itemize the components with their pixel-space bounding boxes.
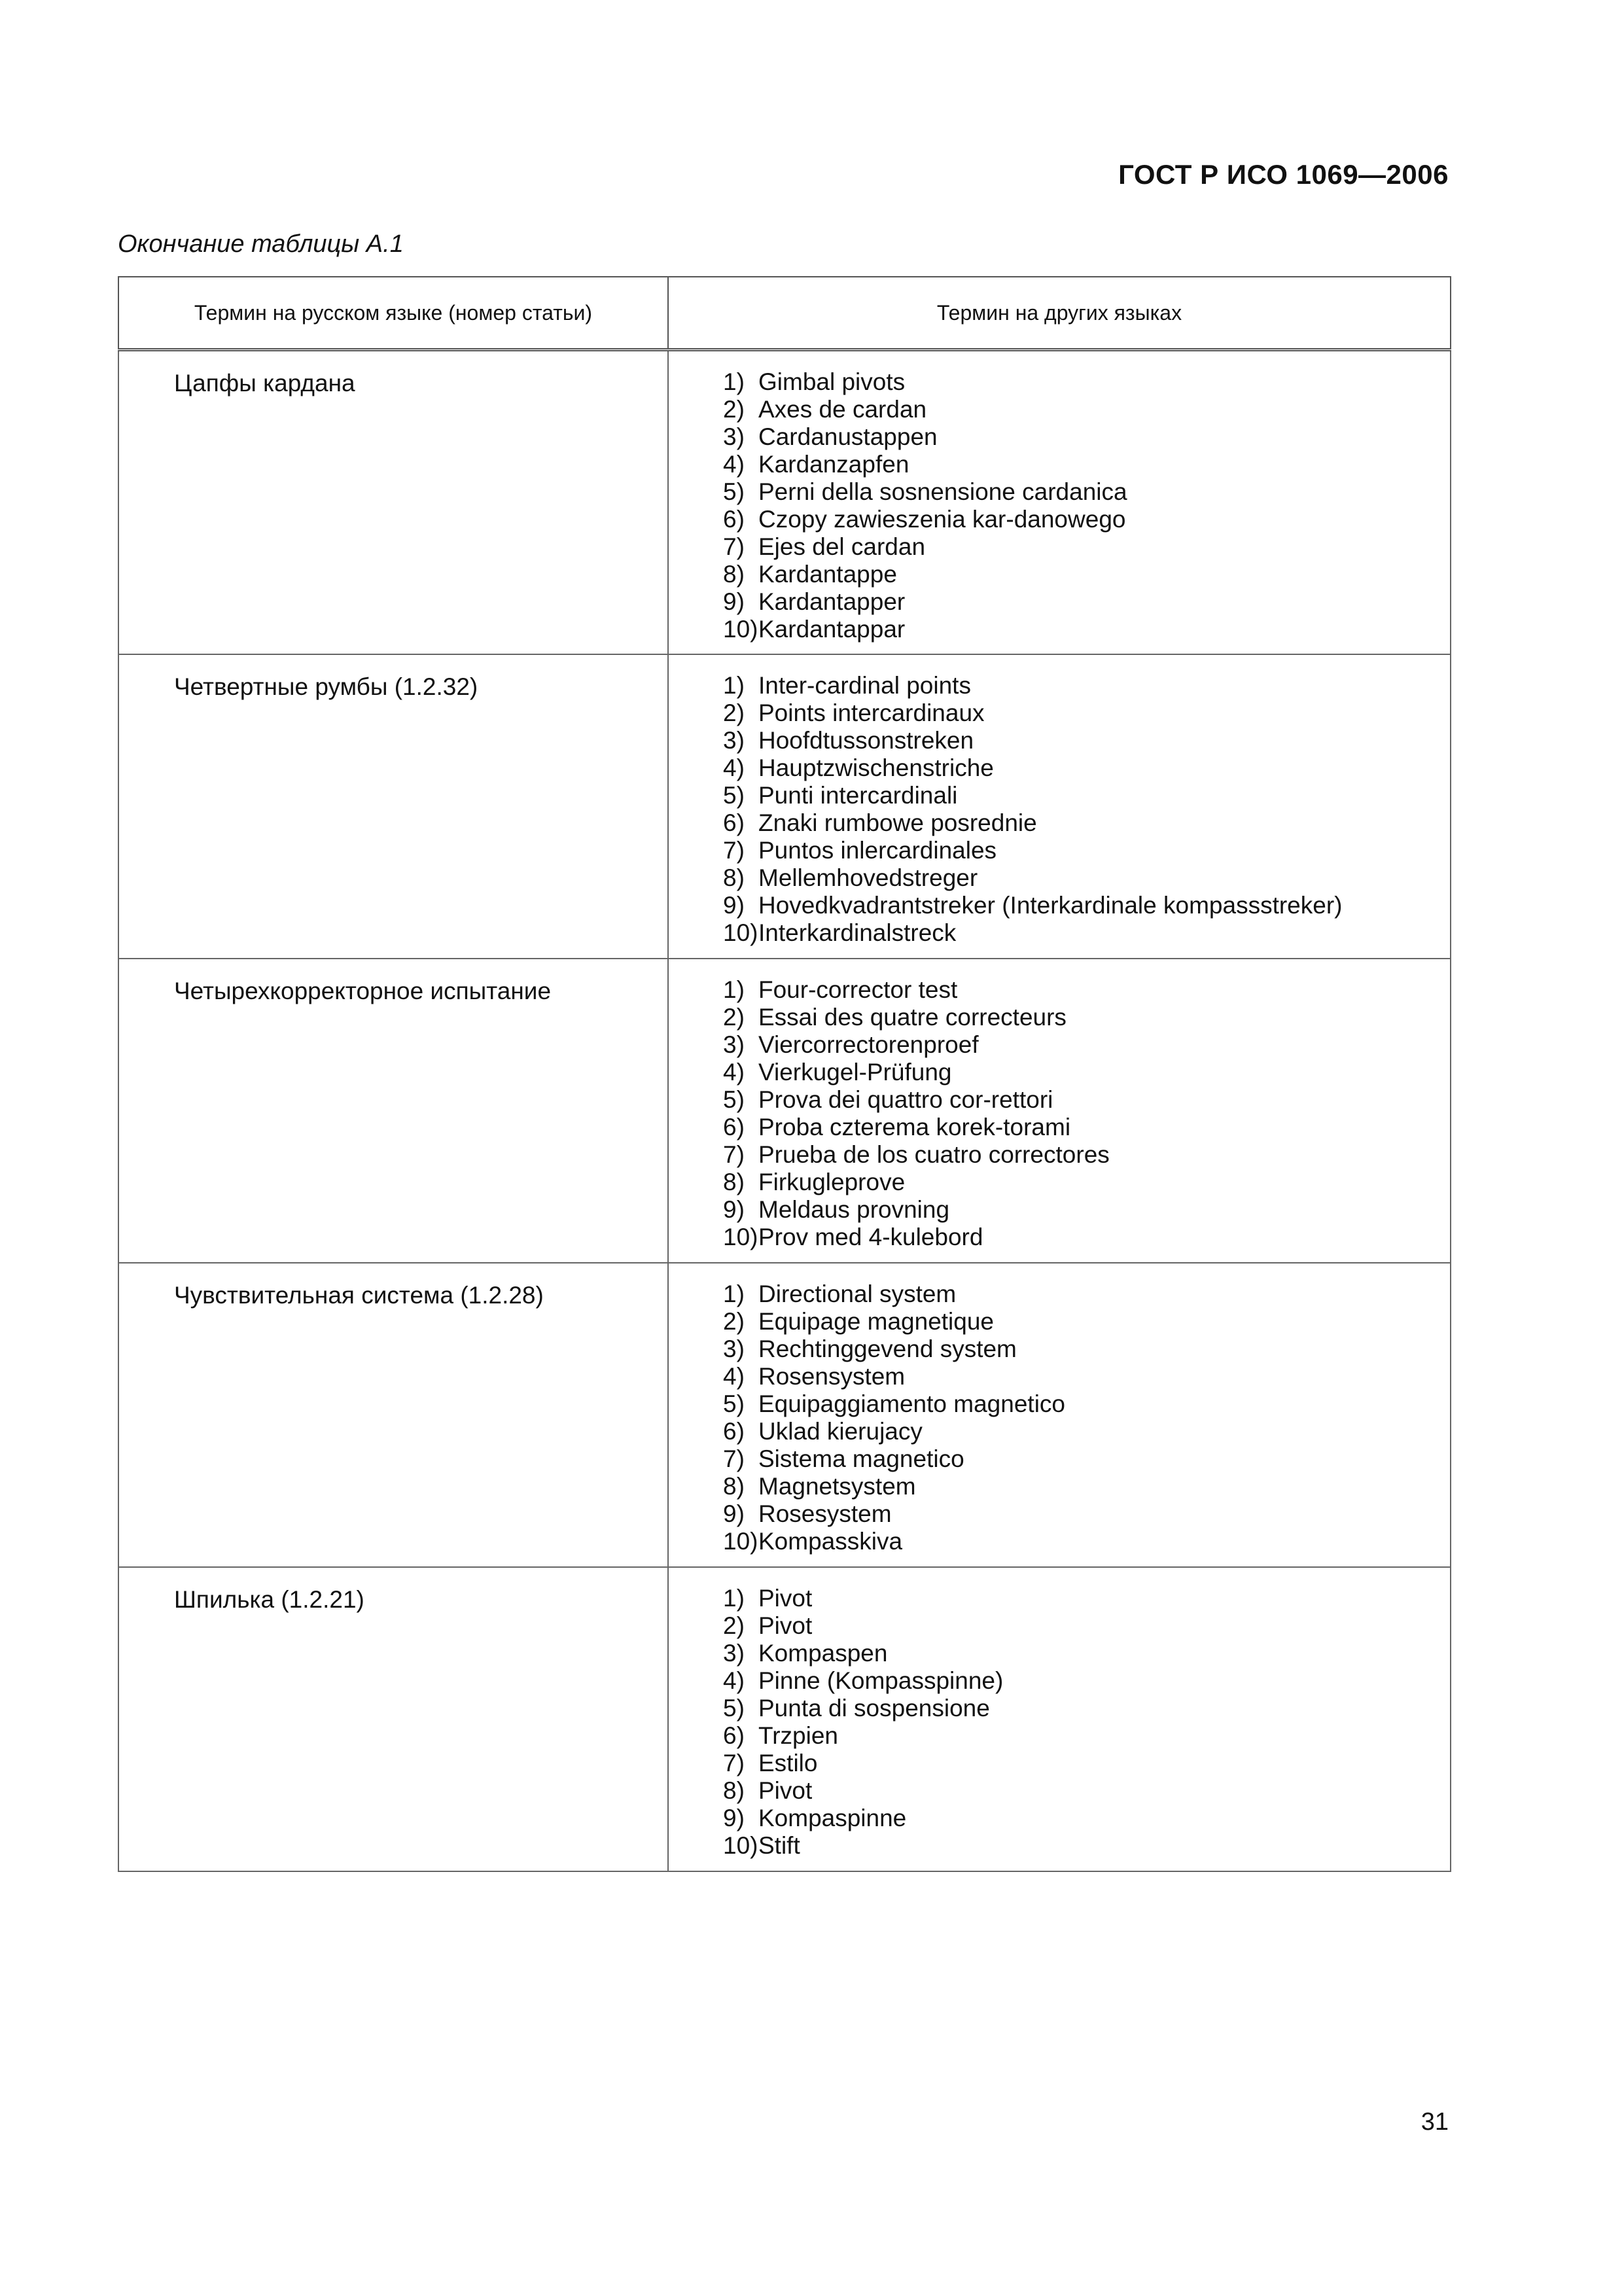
term-text: Prov med 4-kulebord (758, 1223, 983, 1250)
term-number: 8) (723, 864, 745, 891)
term-number: 9) (723, 1804, 745, 1831)
term-text: Znaki rumbowe posrednie (758, 809, 1037, 836)
term-text: Essai des quatre correcteurs (758, 1003, 1067, 1031)
list-item (723, 396, 1450, 423)
term-number: 4) (723, 1058, 745, 1086)
term-text: Punta di sospensione (758, 1694, 990, 1722)
list-item (723, 1141, 1450, 1169)
term-number: 5) (723, 478, 745, 505)
term-text: Perni della sosnensione cardanica (758, 478, 1127, 505)
term-number: 6) (723, 506, 745, 533)
term-text: Ejes del cardan (758, 533, 926, 560)
term-text: Pivot (758, 1612, 813, 1639)
list-item (723, 1528, 1450, 1555)
term-number: 4) (723, 754, 745, 781)
term-number: 1) (723, 1280, 745, 1307)
list-item (723, 1777, 1450, 1805)
term-text: Interkardinalstreck (758, 919, 957, 946)
term-number: 1) (723, 368, 745, 395)
term-number: 7) (723, 836, 745, 864)
term-number: 1) (723, 671, 745, 699)
document-code: ГОСТ Р ИСО 1069—2006 (1118, 159, 1449, 190)
list-item (723, 1832, 1450, 1860)
list-item (723, 837, 1450, 864)
term-text: Hoofdtussonstreken (758, 726, 974, 754)
term-text: Rosensystem (758, 1362, 906, 1390)
term-number: 2) (723, 1307, 745, 1335)
term-number: 9) (723, 891, 745, 919)
list-item (723, 1196, 1450, 1224)
russian-term-cell (118, 1263, 668, 1567)
term-text: Uklad kierujacy (758, 1417, 923, 1445)
term-text: Cardanustappen (758, 423, 938, 450)
term-number: 2) (723, 1003, 745, 1031)
term-number: 7) (723, 1140, 745, 1168)
term-text: Kardantapper (758, 588, 906, 615)
list-item (723, 672, 1450, 699)
list-item (723, 451, 1450, 478)
russian-term-cell (118, 350, 668, 654)
term-number: 10) (723, 1223, 758, 1250)
table-header-row (118, 277, 1451, 350)
term-text: Stift (758, 1831, 800, 1859)
list-item (723, 1114, 1450, 1141)
list-item (723, 1224, 1450, 1251)
term-text: Hauptzwischenstriche (758, 754, 994, 781)
term-text: Kompaspen (758, 1639, 888, 1667)
term-number: 6) (723, 809, 745, 836)
term-text: Kompasskiva (758, 1527, 903, 1555)
list-item (723, 478, 1450, 506)
table-body (118, 350, 1451, 1871)
term-text: Mellemhovedstreger (758, 864, 978, 891)
term-number: 8) (723, 1472, 745, 1500)
term-text: Pivot (758, 1776, 813, 1804)
list-item (723, 976, 1450, 1004)
table-row (118, 959, 1451, 1263)
list-item (723, 1418, 1450, 1445)
term-number: 3) (723, 1031, 745, 1058)
term-text: Kardantappar (758, 616, 906, 643)
term-text: Inter-cardinal points (758, 671, 971, 699)
foreign-terms-cell (668, 1567, 1451, 1871)
column-header-russian-term: Термин на русском языке (номер статьи) (118, 277, 668, 350)
russian-term: Шпилька (1.2.21) (174, 1585, 364, 1613)
term-text: Viercorrectorenproef (758, 1031, 979, 1058)
term-text: Meldaus provning (758, 1195, 950, 1223)
foreign-terms-cell (668, 1263, 1451, 1567)
list-item (723, 1445, 1450, 1473)
term-number: 3) (723, 1639, 745, 1667)
table-row (118, 1263, 1451, 1567)
list-item (723, 1280, 1450, 1308)
list-item (723, 1031, 1450, 1059)
term-text: Axes de cardan (758, 396, 927, 423)
term-number: 4) (723, 1667, 745, 1694)
list-item (723, 1390, 1450, 1418)
foreign-terms-list (669, 1263, 1450, 1555)
list-item (723, 423, 1450, 451)
list-item (723, 699, 1450, 727)
list-item (723, 1335, 1450, 1363)
page-number: 31 (1421, 2108, 1449, 2136)
term-number: 6) (723, 1113, 745, 1140)
term-number: 9) (723, 1500, 745, 1527)
term-text: Sistema magnetico (758, 1445, 964, 1472)
list-item (723, 864, 1450, 892)
list-item (723, 892, 1450, 919)
term-number: 10) (723, 616, 758, 643)
term-number: 2) (723, 396, 745, 423)
term-text: Points intercardinaux (758, 699, 985, 726)
term-text: Rosesystem (758, 1500, 892, 1527)
term-number: 5) (723, 781, 745, 809)
list-item (723, 1473, 1450, 1500)
list-item (723, 727, 1450, 754)
term-text: Pivot (758, 1584, 813, 1612)
list-item (723, 1500, 1450, 1528)
term-text: Trzpien (758, 1722, 839, 1749)
term-text: Czopy zawieszenia kar-danowego (758, 506, 1126, 533)
column-header-other-languages: Термин на других языках (668, 277, 1451, 350)
term-number: 1) (723, 976, 745, 1003)
russian-term: Цапфы кардана (174, 370, 355, 397)
term-number: 3) (723, 423, 745, 450)
terms-table (118, 276, 1451, 1872)
term-number: 5) (723, 1390, 745, 1417)
term-number: 2) (723, 1612, 745, 1639)
list-item (723, 506, 1450, 533)
list-item (723, 1004, 1450, 1031)
term-text: Vierkugel-Prüfung (758, 1058, 952, 1086)
list-item (723, 1640, 1450, 1667)
term-number: 2) (723, 699, 745, 726)
term-text: Magnetsystem (758, 1472, 916, 1500)
term-number: 4) (723, 1362, 745, 1390)
russian-term: Чувствительная система (1.2.28) (174, 1281, 544, 1309)
term-text: Four-corrector test (758, 976, 958, 1003)
term-number: 3) (723, 1335, 745, 1362)
list-item (723, 616, 1450, 643)
foreign-terms-cell (668, 350, 1451, 654)
term-text: Kardantappe (758, 561, 897, 588)
table-row (118, 654, 1451, 959)
foreign-terms-list (669, 959, 1450, 1251)
term-number: 5) (723, 1694, 745, 1722)
list-item (723, 919, 1450, 947)
term-number: 8) (723, 1776, 745, 1804)
term-number: 7) (723, 1749, 745, 1776)
list-item (723, 1722, 1450, 1750)
russian-term-cell (118, 654, 668, 959)
term-number: 6) (723, 1722, 745, 1749)
russian-term-cell (118, 1567, 668, 1871)
term-number: 1) (723, 1584, 745, 1612)
foreign-terms-cell (668, 959, 1451, 1263)
term-text: Puntos inlercardinales (758, 836, 997, 864)
russian-term: Четвертные румбы (1.2.32) (174, 673, 478, 700)
russian-term: Четырехкорректорное испытание (174, 977, 552, 1004)
list-item (723, 1695, 1450, 1722)
list-item (723, 533, 1450, 561)
term-number: 10) (723, 919, 758, 946)
list-item (723, 1363, 1450, 1390)
term-text: Firkugleprove (758, 1168, 906, 1195)
term-number: 10) (723, 1527, 758, 1555)
list-item (723, 1308, 1450, 1335)
term-text: Pinne (Kompasspinne) (758, 1667, 1004, 1694)
term-text: Prueba de los cuatro correctores (758, 1140, 1110, 1168)
foreign-terms-cell (668, 654, 1451, 959)
term-number: 5) (723, 1086, 745, 1113)
list-item (723, 368, 1450, 396)
term-text: Kardanzapfen (758, 451, 909, 478)
list-item (723, 1169, 1450, 1196)
term-number: 9) (723, 588, 745, 615)
list-item (723, 561, 1450, 588)
term-number: 4) (723, 451, 745, 478)
term-text: Equipaggiamento magnetico (758, 1390, 1065, 1417)
table-row (118, 350, 1451, 654)
foreign-terms-list (669, 351, 1450, 643)
term-number: 3) (723, 726, 745, 754)
list-item (723, 1805, 1450, 1832)
term-text: Estilo (758, 1749, 818, 1776)
list-item (723, 1059, 1450, 1086)
term-text: Equipage magnetique (758, 1307, 995, 1335)
russian-term-cell (118, 959, 668, 1263)
list-item (723, 1667, 1450, 1695)
list-item (723, 1585, 1450, 1612)
term-text: Kompaspinne (758, 1804, 907, 1831)
list-item (723, 588, 1450, 616)
term-text: Prova dei quattro cor-rettori (758, 1086, 1053, 1113)
term-text: Gimbal pivots (758, 368, 906, 395)
term-number: 8) (723, 561, 745, 588)
term-number: 7) (723, 1445, 745, 1472)
term-text: Proba czterema korek-torami (758, 1113, 1071, 1140)
list-item (723, 782, 1450, 809)
term-number: 8) (723, 1168, 745, 1195)
term-number: 10) (723, 1831, 758, 1859)
table-caption: Окончание таблицы А.1 (118, 230, 404, 258)
list-item (723, 1086, 1450, 1114)
term-text: Punti intercardinali (758, 781, 958, 809)
list-item (723, 1612, 1450, 1640)
term-number: 7) (723, 533, 745, 560)
table-row (118, 1567, 1451, 1871)
list-item (723, 754, 1450, 782)
term-number: 6) (723, 1417, 745, 1445)
term-text: Directional system (758, 1280, 957, 1307)
term-text: Rechtinggevend system (758, 1335, 1017, 1362)
list-item (723, 809, 1450, 837)
term-number: 9) (723, 1195, 745, 1223)
foreign-terms-list (669, 1568, 1450, 1860)
term-text: Hovedkvadrantstreker (Interkardinale kompassstreker) (758, 891, 1343, 919)
foreign-terms-list (669, 655, 1450, 947)
list-item (723, 1750, 1450, 1777)
